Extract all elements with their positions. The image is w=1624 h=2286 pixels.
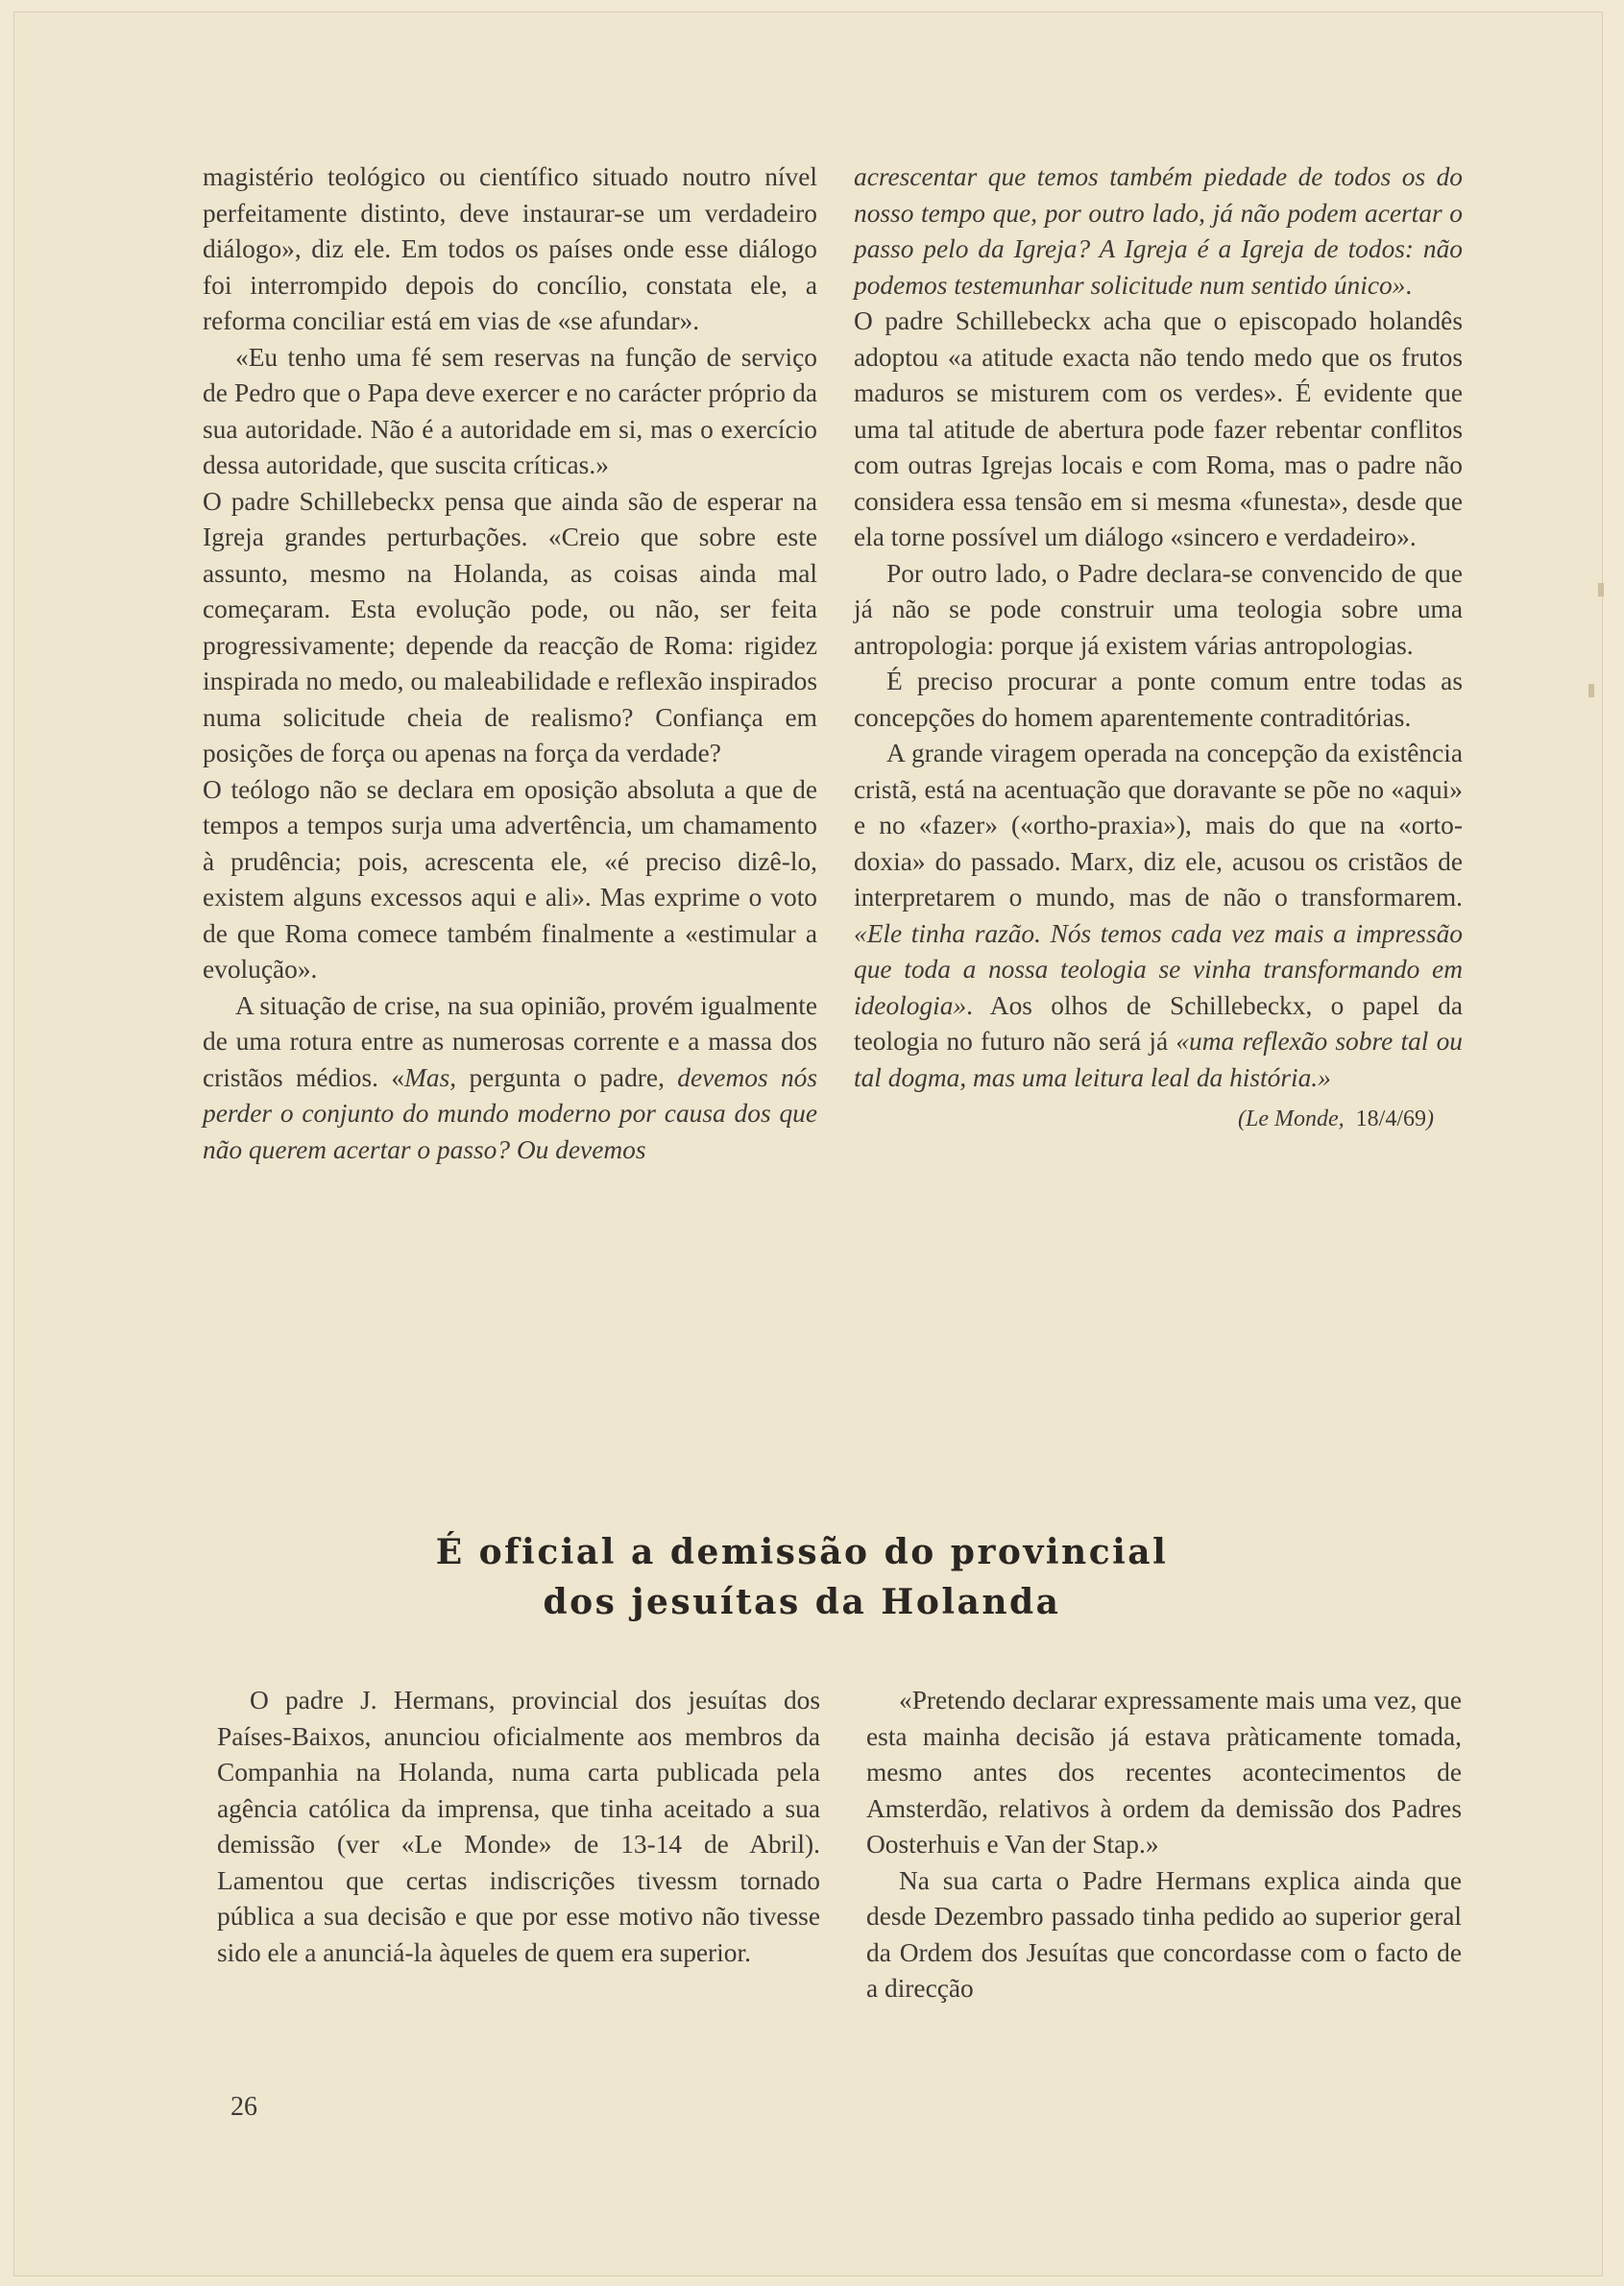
article1-right-column (854, 159, 1463, 1138)
paragraph (866, 1683, 1462, 1863)
page-mark (1588, 684, 1594, 697)
article2-left-column (217, 1683, 820, 1971)
article1-right-text (854, 159, 1463, 1096)
text-run: É preciso procurar a ponte comum entre todas as concepções do homem aparentemente contraditórias. (854, 667, 1463, 732)
text-run: A situação de crise, na sua opinião, provém igualmente de uma rotura entre as numerosas corrente e a massa dos cristãos médios. « (203, 990, 817, 1092)
paragraph (217, 1683, 820, 1971)
paragraph (203, 159, 817, 340)
paragraph (866, 1863, 1462, 2007)
text-run: «Eu tenho uma fé sem reservas na função de serviço de Pedro que o Papa deve exercer e no carácter próprio da sua autoridade. Não é a autoridade em si, mas o exercício dessa autoridade, que suscita críticas.» (203, 342, 817, 479)
paragraph (854, 664, 1463, 736)
text-run: O padre Schillebeckx acha que o episcopado holandês adoptou «a atitude exacta não tendo medo que os frutos maduros se misturem com os verdes». É evidente que uma tal atitude de abertura pode fazer rebentar conflitos com outras Igrejas locais e com Roma, mas o padre não considera essa tensão em si mesma «funesta», desde que ela torne possível um diálogo «sincero e verdadeiro». (854, 306, 1463, 551)
page-number: 26 (230, 2092, 257, 2122)
source-date: 18/4/69 (1355, 1107, 1426, 1131)
article2-headline (317, 1527, 1287, 1627)
text-run: pergunta o padre, (456, 1062, 678, 1092)
paragraph (203, 988, 817, 1169)
paragraph (203, 340, 817, 484)
text-run: O padre J. Hermans, provincial dos jesuítas dos Países-Baixos, anunciou oficialmente aos membros da Companhia na Holanda, numa carta publicada pela agência católica da imprensa, que tinha aceitado a sua demissão (ver «Le Monde» de 13-14 de Abril). Lamentou que certas indiscrições tivessm tornado pública a sua decisão e que por esse motivo não tivesse sido ele a anunciá-la àqueles de quem era superior. (217, 1686, 820, 1967)
italic-text: acrescentar que temos também piedade de todos os do nosso tempo que, por outro lado, já não podem acertar o passo pelo da Igreja? A Igreja é a Igreja de todos: não podemos testemunhar solicitude num sentido único» (854, 162, 1463, 300)
paragraph (854, 556, 1463, 665)
paragraph (854, 304, 1463, 556)
article2-right-column (866, 1683, 1462, 2007)
text-run: «Pretendo declarar expressamente mais uma vez, que esta mainha decisão já estava pràticamente tomada, mesmo antes dos recentes acontecimentos de Amsterdão, relativos à ordem da demissão dos Padres Oosterhuis e Van der Stap.» (866, 1686, 1462, 1859)
page-mark (1598, 583, 1604, 596)
text-run: A grande viragem operada na concepção da existência cristã, está na acentuação que doravante se põe no «aqui» e no «fazer» («ortho-praxia»), mais do que na «orto-doxia» do passado. Marx, diz ele, acusou os cristãos de interpretarem o mundo, mas de não o transformarem. (854, 739, 1463, 912)
headline-line-1: É oficial a demissão do provincial (435, 1532, 1169, 1572)
italic-text: «Ele tinha razão. Nós temos cada vez mais a impressão que toda a nossa teologia se vinha transformando em ideologia» (854, 918, 1463, 1020)
text-run: magistério teológico ou científico situado noutro nível perfeitamente distinto, deve instaurar-se um verdadeiro diálogo», diz ele. Em todos os países onde esse diálogo foi interrompido depois do concílio, constata ele, a reforma conciliar está em vias de «se afundar». (203, 162, 817, 335)
text-run: . Aos olhos de Schillebeckx, o papel da teologia no futuro não será já (854, 990, 1463, 1056)
italic-text: devemos nós perder o conjunto do mundo moderno por causa dos que não querem acertar o passo? Ou devemos (203, 1062, 818, 1164)
text-run: O teólogo não se declara em oposição absoluta a que de tempos a tempos surja uma advertência, um chamamento à prudência; pois, acrescenta ele, «é preciso dizê-lo, existem alguns excessos aqui e ali». Mas exprime o voto de que Roma comece também finalmente a «estimular a evolução». (203, 774, 817, 984)
article1-left-column (203, 159, 817, 1168)
text-run: O padre Schillebeckx pensa que ainda são de esperar na Igreja grandes perturbações. «Creio que sobre este assunto, mesmo na Holanda, as coisas ainda mal começaram. Esta evolução pode, ou não, ser feita progressivamente; depende da reacção de Roma: rigidez inspirada no medo, ou maleabilidade e reflexão inspirados numa solicitude cheia de realismo? Confiança em posições de força ou apenas na força da verdade? (203, 486, 817, 767)
italic-text: Mas, (404, 1062, 457, 1092)
paragraph (203, 772, 817, 988)
paragraph (854, 736, 1463, 1096)
paragraph (854, 159, 1463, 304)
source-publication: Le Monde, (1246, 1107, 1345, 1131)
text-run: Por outro lado, o Padre declara-se convencido de que já não se pode construir uma teologia sobre uma antropologia: porque já existem várias antropologias. (854, 558, 1463, 660)
text-run: . (1405, 270, 1413, 300)
article-source: (Le Monde, 18/4/69) (1238, 1107, 1434, 1131)
headline-line-2: dos jesuítas da Holanda (543, 1582, 1061, 1622)
text-run: Na sua carta o Padre Hermans explica ainda que desde Dezembro passado tinha pedido ao superior geral da Ordem dos Jesuítas que concordasse com o facto de a direcção (866, 1865, 1462, 2003)
italic-text: «uma reflexão sobre tal ou tal dogma, mas uma leitura leal da história.» (854, 1027, 1464, 1092)
paragraph (203, 484, 817, 772)
